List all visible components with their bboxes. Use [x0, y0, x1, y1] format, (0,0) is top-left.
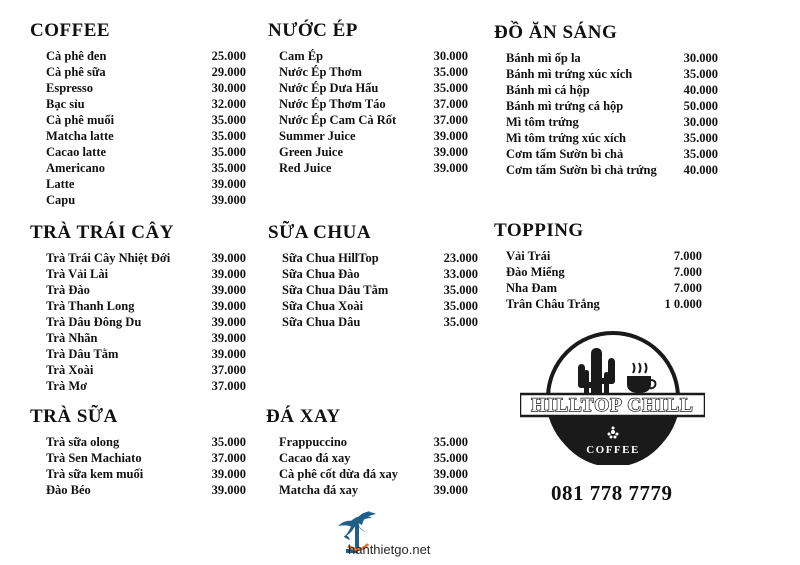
menu-list: [266, 434, 468, 498]
menu-item-price: 1 0.000: [664, 297, 702, 311]
menu-item-price: 35.000: [683, 147, 718, 161]
menu-item-price: 39.000: [433, 483, 468, 497]
menu-list: [494, 50, 718, 178]
menu-item: [506, 296, 702, 312]
section-title: COFFEE: [30, 20, 111, 41]
menu-item-name: Bạc sỉu: [46, 97, 85, 111]
menu-item-name: Nước Ép Thơm: [279, 65, 362, 79]
menu-item: [279, 450, 468, 466]
menu-item-price: 40.000: [683, 163, 718, 177]
menu-item: [46, 192, 246, 208]
menu-item-name: Frappuccino: [279, 435, 348, 449]
menu-item-name: Cà phê muối: [46, 113, 115, 127]
menu-item: [46, 378, 246, 394]
menu-item: [282, 266, 478, 282]
menu-item-price: 35.000: [211, 129, 246, 143]
menu-item: [46, 314, 246, 330]
menu-item-price: 32.000: [211, 97, 246, 111]
menu-item: [279, 144, 468, 160]
menu-item-name: Bánh mì trứng xúc xích: [506, 67, 633, 81]
section-sua-chua: [268, 222, 478, 330]
menu-item-price: 33.000: [443, 267, 478, 281]
menu-item: [506, 66, 718, 82]
section-coffee: [30, 20, 246, 208]
menu-list: [30, 48, 246, 208]
menu-item-name: Cacao đá xay: [279, 451, 351, 465]
menu-item-name: Trà Mơ: [46, 379, 88, 393]
menu-list: [268, 48, 468, 176]
menu-item: [282, 250, 478, 266]
menu-item-price: 35.000: [211, 435, 246, 449]
menu-item-price: 39.000: [211, 483, 246, 497]
menu-item-price: 50.000: [683, 99, 718, 113]
menu-item: [506, 248, 702, 264]
menu-item-name: Matcha đá xay: [279, 483, 359, 497]
menu-item-price: 39.000: [433, 129, 468, 143]
menu-item-price: 35.000: [683, 67, 718, 81]
menu-item-name: Green Juice: [279, 145, 343, 159]
menu-item: [46, 466, 246, 482]
menu-item: [46, 346, 246, 362]
menu-item-name: Cà phê sữa: [46, 65, 106, 79]
menu-item-price: 7.000: [673, 265, 702, 279]
section-title: ĐỒ ĂN SÁNG: [494, 22, 618, 43]
menu-item-name: Trà Xoài: [46, 363, 94, 377]
menu-item-price: 29.000: [211, 65, 246, 79]
menu-item-name: Cà phê cốt dừa đá xay: [279, 467, 398, 481]
menu-item: [279, 64, 468, 80]
menu-item: [46, 176, 246, 192]
menu-item-price: 30.000: [433, 49, 468, 63]
menu-item-price: 39.000: [211, 315, 246, 329]
menu-list: [30, 434, 246, 498]
menu-item-price: 37.000: [433, 97, 468, 111]
menu-item-name: Trà Trái Cây Nhiệt Đới: [46, 251, 171, 265]
menu-item: [282, 314, 478, 330]
menu-item: [506, 162, 718, 178]
menu-item-name: Sữa Chua Dâu Tằm: [282, 283, 389, 297]
menu-item-name: Mì tôm trứng xúc xích: [506, 131, 626, 145]
section-title: TRÀ SỮA: [30, 406, 118, 427]
menu-item: [46, 282, 246, 298]
menu-item-price: 37.000: [433, 113, 468, 127]
menu-item-price: 35.000: [433, 435, 468, 449]
menu-item-name: Sữa Chua Dâu: [282, 315, 361, 329]
menu-item: [279, 160, 468, 176]
menu-item: [279, 112, 468, 128]
section-nuoc-ep: [268, 20, 468, 176]
menu-item: [46, 144, 246, 160]
menu-item-name: Cacao latte: [46, 145, 107, 159]
menu-item-name: Trà Dâu Đông Du: [46, 315, 142, 329]
menu-item-name: Đào Miếng: [506, 265, 565, 279]
menu-item-name: Trà Vải Lài: [46, 267, 109, 281]
menu-item-price: 35.000: [433, 81, 468, 95]
menu-list: [30, 250, 246, 394]
menu-item: [279, 80, 468, 96]
menu-item-price: 39.000: [211, 193, 246, 207]
menu-item: [46, 96, 246, 112]
menu-item: [46, 48, 246, 64]
menu-item-price: 39.000: [211, 467, 246, 481]
menu-item: [506, 264, 702, 280]
menu-item-price: 35.000: [433, 451, 468, 465]
menu-item-name: Cam Ép: [279, 49, 324, 63]
section-title: TOPPING: [494, 220, 584, 241]
menu-item-price: 39.000: [211, 283, 246, 297]
menu-item-name: Cà phê đen: [46, 49, 107, 63]
menu-item-name: Red Juice: [279, 161, 332, 175]
menu-item-name: Matcha latte: [46, 129, 114, 143]
watermark-text: hanthietgo.net: [348, 542, 431, 557]
menu-item-name: Espresso: [46, 81, 94, 95]
menu-item: [46, 250, 246, 266]
menu-item: [46, 160, 246, 176]
menu-item-price: 35.000: [683, 131, 718, 145]
menu-item: [46, 266, 246, 282]
menu-item-name: Trà Sen Machiato: [46, 451, 142, 465]
section-title: TRÀ TRÁI CÂY: [30, 222, 174, 243]
menu-item-name: Sữa Chua Đào: [282, 267, 360, 281]
menu-item-name: Trân Châu Trắng: [506, 297, 600, 311]
menu-item-name: Nha Đam: [506, 281, 558, 295]
menu-item-name: Capu: [46, 193, 76, 207]
menu-item-price: 39.000: [433, 145, 468, 159]
menu-item-price: 39.000: [211, 251, 246, 265]
menu-item-name: Trà Thanh Long: [46, 299, 135, 313]
menu-item: [46, 64, 246, 80]
menu-item-name: Sữa Chua HillTop: [282, 251, 379, 265]
menu-item-name: Vải Trái: [506, 249, 551, 263]
menu-item-name: Trà Nhãn: [46, 331, 98, 345]
hilltop-chill-logo: [520, 330, 705, 465]
section-tra-trai-cay: [30, 222, 246, 394]
menu-item: [506, 280, 702, 296]
menu-item: [46, 330, 246, 346]
menu-item-name: Sữa Chua Xoài: [282, 299, 364, 313]
section-do-an-sang: [494, 22, 718, 178]
menu-item-price: 39.000: [433, 467, 468, 481]
menu-item-name: Nước Ép Cam Cà Rốt: [279, 113, 397, 127]
menu-item-name: Bánh mì cá hộp: [506, 83, 590, 97]
menu-item-name: Latte: [46, 177, 75, 191]
menu-item: [46, 112, 246, 128]
menu-item: [282, 298, 478, 314]
menu-item-price: 35.000: [443, 299, 478, 313]
menu-item: [506, 146, 718, 162]
section-title: NƯỚC ÉP: [268, 20, 358, 41]
menu-item-name: Trà sữa kem muối: [46, 467, 144, 481]
menu-item: [506, 114, 718, 130]
section-da-xay: [266, 406, 468, 498]
menu-item: [46, 362, 246, 378]
menu-item-price: 39.000: [211, 299, 246, 313]
menu-item-price: 7.000: [673, 281, 702, 295]
menu-item-name: Bánh mì trứng cá hộp: [506, 99, 624, 113]
menu-item-price: 35.000: [443, 315, 478, 329]
section-title: ĐÁ XAY: [266, 406, 341, 427]
menu-item-price: 35.000: [211, 113, 246, 127]
menu-item: [279, 48, 468, 64]
menu-item-price: 35.000: [433, 65, 468, 79]
section-title: SỮA CHUA: [268, 222, 372, 243]
menu-item-name: Nước Ép Thơm Táo: [279, 97, 386, 111]
menu-item: [506, 130, 718, 146]
menu-item: [279, 128, 468, 144]
menu-item-price: 35.000: [443, 283, 478, 297]
menu-item-price: 39.000: [211, 347, 246, 361]
menu-item-price: 39.000: [433, 161, 468, 175]
menu-item-price: 37.000: [211, 379, 246, 393]
section-topping: [494, 220, 702, 312]
menu-item-price: 30.000: [683, 115, 718, 129]
menu-item-price: 39.000: [211, 331, 246, 345]
menu-item-price: 30.000: [211, 81, 246, 95]
menu-item-price: 39.000: [211, 177, 246, 191]
menu-item: [279, 434, 468, 450]
menu-list: [268, 250, 478, 330]
menu-item-name: Americano: [46, 161, 106, 175]
menu-item-price: 25.000: [211, 49, 246, 63]
menu-item: [46, 450, 246, 466]
phone-number: 081 778 7779: [551, 481, 673, 505]
menu-item-name: Nước Ép Dưa Hấu: [279, 81, 379, 95]
menu-item: [282, 282, 478, 298]
menu-item: [506, 98, 718, 114]
menu-item-name: Cơm tấm Sườn bì chả trứng: [506, 163, 657, 177]
menu-item-price: 35.000: [211, 161, 246, 175]
menu-item-name: Mì tôm trứng: [506, 115, 579, 129]
menu-item-price: 35.000: [211, 145, 246, 159]
menu-item: [279, 96, 468, 112]
menu-item-name: Trà Dâu Tằm: [46, 347, 119, 361]
menu-item-price: 7.000: [673, 249, 702, 263]
menu-item-price: 39.000: [211, 267, 246, 281]
menu-item-name: Bánh mì ốp la: [506, 51, 581, 65]
menu-list: [494, 248, 702, 312]
menu-item: [46, 80, 246, 96]
menu-item-name: Đào Béo: [46, 483, 91, 497]
menu-item: [279, 466, 468, 482]
menu-item: [46, 434, 246, 450]
menu-item: [506, 50, 718, 66]
menu-item-price: 37.000: [211, 363, 246, 377]
menu-item-name: Trà sữa olong: [46, 435, 120, 449]
logo-brand-text: HILLTOP CHILL: [531, 395, 694, 416]
menu-item: [506, 82, 718, 98]
menu-item: [279, 482, 468, 498]
section-tra-sua: [30, 406, 246, 498]
menu-item: [46, 482, 246, 498]
menu-item: [46, 128, 246, 144]
menu-item-price: 37.000: [211, 451, 246, 465]
logo-subtitle-text: COFFEE: [586, 444, 640, 456]
menu-item-price: 23.000: [443, 251, 478, 265]
menu-item-name: Summer Juice: [279, 129, 356, 143]
menu-item-name: Cơm tấm Sườn bì chả: [506, 147, 624, 161]
menu-item-price: 30.000: [683, 51, 718, 65]
menu-item-name: Trà Đào: [46, 283, 90, 297]
menu-item-price: 40.000: [683, 83, 718, 97]
menu-item: [46, 298, 246, 314]
